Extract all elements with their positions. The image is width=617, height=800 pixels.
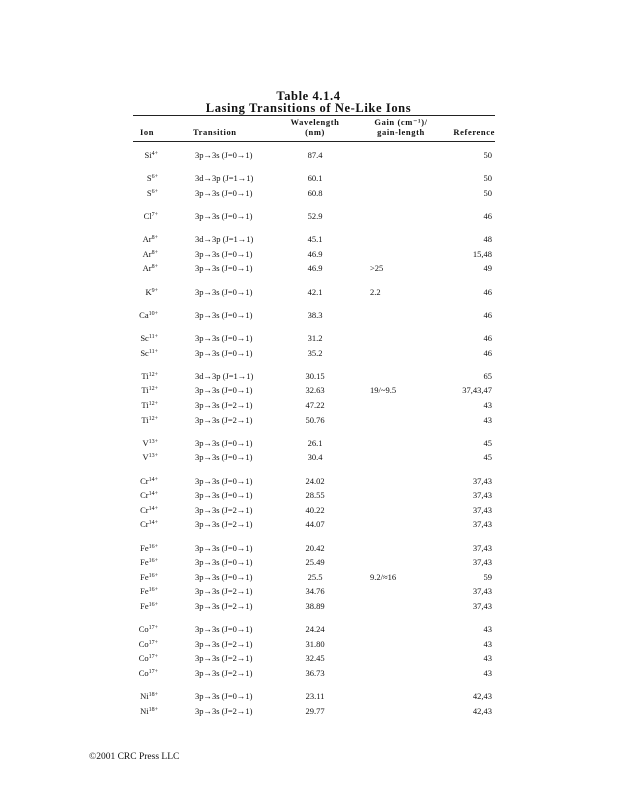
ion-cell <box>128 543 158 553</box>
reference-cell: 50 <box>483 173 492 184</box>
wavelength-cell: 30.4 <box>307 452 323 463</box>
ion-cell <box>128 490 158 500</box>
ion-element: Ni <box>140 705 149 716</box>
ion-charge: 8+ <box>151 235 158 242</box>
wavelength-cell: 29.77 <box>305 705 325 716</box>
ion-element: Ar <box>142 263 152 274</box>
ion-charge: 9+ <box>151 287 158 294</box>
ion-cell <box>128 639 158 649</box>
ion-element: S <box>146 187 152 198</box>
ion-charge: 6+ <box>151 174 158 181</box>
ion-element: Cr <box>140 519 149 530</box>
ion-element: Ar <box>142 234 152 245</box>
ion-cell <box>128 188 158 198</box>
reference-cell: 37,43 <box>472 504 492 515</box>
ion-cell <box>128 249 158 259</box>
ion-cell <box>128 400 158 410</box>
transition-cell: 3p→3s (J=0→1) <box>195 571 253 582</box>
transition-cell: 3p→3s (J=2→1) <box>195 414 253 425</box>
header-wavelength <box>275 117 355 137</box>
reference-cell: 48 <box>483 234 492 245</box>
ion-charge: 14+ <box>148 476 158 483</box>
reference-cell: 46 <box>483 309 492 320</box>
ion-element: Sc <box>140 347 149 358</box>
reference-cell: 46 <box>483 211 492 221</box>
wavelength-cell: 38.3 <box>307 309 323 320</box>
ion-element: V <box>142 437 149 448</box>
transition-cell: 3p→3s (J=0→1) <box>195 150 253 160</box>
reference-cell: 65 <box>483 370 492 381</box>
wavelength-cell: 60.8 <box>307 187 323 198</box>
ion-cell <box>128 438 158 448</box>
ion-element: Sc <box>140 333 149 343</box>
ion-charge: 14+ <box>148 505 158 512</box>
ion-cell <box>128 333 158 343</box>
ion-element: Cr <box>140 490 149 501</box>
reference-cell: 43 <box>483 668 492 678</box>
ion-charge: 16+ <box>148 543 158 550</box>
ion-charge: 7+ <box>151 212 158 218</box>
ion-element: Co <box>138 653 149 664</box>
ion-charge: 17+ <box>148 669 158 675</box>
gain-cell: >25 <box>370 263 384 274</box>
ion-charge: 13+ <box>148 453 158 460</box>
transition-cell: 3p→3s (J=0→1) <box>195 263 253 274</box>
table-number: Table 4.1.4 <box>276 89 341 103</box>
transition-cell: 3p→3s (J=0→1) <box>195 542 253 553</box>
ion-cell <box>128 234 158 244</box>
transition-cell: 3p→3s (J=0→1) <box>195 691 253 702</box>
ion-element: Fe <box>140 557 149 568</box>
wavelength-cell: 32.45 <box>305 653 325 664</box>
ion-charge: 18+ <box>148 692 158 699</box>
reference-cell: 46 <box>483 333 492 343</box>
ion-element: Fe <box>140 542 149 553</box>
ion-element: Fe <box>140 571 149 582</box>
ion-charge: 6+ <box>151 188 158 195</box>
ion-element: Ti <box>141 414 149 425</box>
header-ion: Ion <box>140 127 155 137</box>
header-wavelength-line2: (nm) <box>305 127 325 137</box>
wavelength-cell: 35.2 <box>307 347 323 358</box>
transition-cell: 3p→3s (J=2→1) <box>195 519 253 530</box>
ion-charge: 12+ <box>148 401 158 407</box>
ion-cell <box>128 572 158 582</box>
reference-cell: 37,43 <box>472 519 492 530</box>
ion-charge: 17+ <box>148 625 158 632</box>
ion-element: Ar <box>142 248 152 259</box>
ion-charge: 13+ <box>148 438 158 445</box>
ion-charge: 14+ <box>148 520 158 527</box>
ion-element: Si <box>144 150 152 160</box>
wavelength-cell: 47.22 <box>305 400 325 410</box>
reference-cell: 37,43 <box>472 601 492 611</box>
reference-cell: 37,43 <box>472 586 492 597</box>
transition-cell: 3p→3s (J=2→1) <box>195 653 253 664</box>
reference-cell: 15,48 <box>472 248 492 259</box>
wavelength-cell: 45.1 <box>307 234 323 245</box>
header-gain-line2: gain-length <box>377 127 425 137</box>
ion-element: Cl <box>143 211 152 221</box>
ion-cell <box>128 586 158 596</box>
reference-cell: 42,43 <box>472 691 492 702</box>
transition-cell: 3p→3s (J=2→1) <box>195 504 253 515</box>
ion-element: Co <box>138 668 149 678</box>
transition-cell: 3p→3s (J=0→1) <box>195 437 253 448</box>
transition-cell: 3p→3s (J=0→1) <box>195 187 253 198</box>
ion-cell <box>128 415 158 425</box>
transition-cell: 3p→3s (J=0→1) <box>195 557 253 568</box>
ion-element: Ca <box>139 309 149 320</box>
reference-cell: 43 <box>483 638 492 649</box>
ion-cell <box>128 668 158 678</box>
ion-element: Cr <box>140 475 149 486</box>
ion-cell <box>128 519 158 529</box>
ion-charge: 12+ <box>148 371 158 378</box>
ion-cell <box>128 706 158 716</box>
reference-cell: 50 <box>483 150 492 160</box>
ion-charge: 11+ <box>148 334 158 340</box>
ion-cell <box>128 476 158 486</box>
reference-cell: 37,43,47 <box>462 385 492 396</box>
ion-element: Co <box>138 624 149 635</box>
ion-cell <box>128 557 158 567</box>
header-transition: Transition <box>193 127 237 137</box>
ion-element: Cr <box>140 504 149 515</box>
wavelength-cell: 25.49 <box>305 557 325 568</box>
ion-cell <box>128 211 158 221</box>
transition-cell: 3p→3s (J=0→1) <box>195 452 253 463</box>
wavelength-cell: 28.55 <box>305 490 325 501</box>
header-reference: Reference <box>453 127 495 137</box>
ion-cell <box>128 287 158 297</box>
reference-cell: 37,43 <box>472 557 492 568</box>
ion-charge: 17+ <box>148 639 158 646</box>
wavelength-cell: 46.9 <box>307 248 323 259</box>
ion-element: S <box>146 173 152 184</box>
transition-cell: 3p→3s (J=2→1) <box>195 586 253 597</box>
ion-cell <box>128 371 158 381</box>
header-gain-line1: Gain (cm⁻¹)/ <box>374 117 428 127</box>
ion-cell <box>128 263 158 273</box>
wavelength-cell: 50.76 <box>305 414 325 425</box>
ion-element: V <box>142 452 149 463</box>
ion-element: Ti <box>141 400 149 410</box>
wavelength-cell: 42.1 <box>307 286 323 297</box>
reference-cell: 46 <box>483 286 492 297</box>
wavelength-cell: 40.22 <box>305 504 325 515</box>
transition-cell: 3p→3s (J=0→1) <box>195 309 253 320</box>
gain-cell: 19/~9.5 <box>370 385 397 396</box>
ion-cell <box>128 601 158 611</box>
reference-cell: 59 <box>483 571 492 582</box>
ion-element: Ti <box>141 370 149 381</box>
transition-cell: 3p→3s (J=2→1) <box>195 638 253 649</box>
ion-charge: 14+ <box>148 491 158 498</box>
reference-cell: 37,43 <box>472 475 492 486</box>
header-bottom-rule <box>133 141 495 142</box>
ion-charge: 16+ <box>148 602 158 608</box>
gain-cell: 9.2/≈16 <box>370 571 397 582</box>
reference-cell: 37,43 <box>472 490 492 501</box>
gain-cell: 2.2 <box>370 286 381 297</box>
copyright-footer: ©2001 CRC Press LLC <box>89 752 180 762</box>
ion-element: Ti <box>141 385 149 396</box>
wavelength-cell: 38.89 <box>305 601 325 611</box>
wavelength-cell: 32.63 <box>305 385 325 396</box>
wavelength-cell: 36.73 <box>305 668 325 678</box>
wavelength-cell: 52.9 <box>307 211 323 221</box>
wavelength-cell: 25.5 <box>307 571 323 582</box>
ion-charge: 8+ <box>151 249 158 256</box>
transition-cell: 3p→3s (J=0→1) <box>195 624 253 635</box>
ion-element: Co <box>138 638 149 649</box>
transition-cell: 3p→3s (J=0→1) <box>195 248 253 259</box>
ion-cell <box>128 310 158 320</box>
wavelength-cell: 30.15 <box>305 370 325 381</box>
header-wavelength-line1: Wavelength <box>290 117 340 127</box>
reference-cell: 43 <box>483 414 492 425</box>
reference-cell: 43 <box>483 400 492 410</box>
ion-element: Ni <box>140 691 149 702</box>
wavelength-cell: 20.42 <box>305 542 325 553</box>
reference-cell: 43 <box>483 624 492 635</box>
transition-cell: 3p→3s (J=2→1) <box>195 400 253 410</box>
transition-cell: 3d→3p (J=1→1) <box>195 234 254 245</box>
transition-cell: 3d→3p (J=1→1) <box>195 370 254 381</box>
ion-charge: 4+ <box>151 151 158 157</box>
wavelength-cell: 26.1 <box>307 437 323 448</box>
reference-cell: 43 <box>483 653 492 664</box>
reference-cell: 37,43 <box>472 542 492 553</box>
wavelength-cell: 44.07 <box>305 519 325 530</box>
ion-charge: 16+ <box>148 587 158 594</box>
transition-cell: 3p→3s (J=0→1) <box>195 286 253 297</box>
ion-cell <box>128 385 158 395</box>
ion-cell <box>128 624 158 634</box>
reference-cell: 45 <box>483 452 492 463</box>
transition-cell: 3d→3p (J=1→1) <box>195 173 254 184</box>
wavelength-cell: 60.1 <box>307 173 323 184</box>
wavelength-cell: 87.4 <box>307 150 323 160</box>
ion-cell <box>128 348 158 358</box>
ion-cell <box>128 505 158 515</box>
ion-charge: 12+ <box>148 415 158 422</box>
transition-cell: 3p→3s (J=0→1) <box>195 385 253 396</box>
wavelength-cell: 24.24 <box>305 624 325 635</box>
ion-element: K <box>145 286 152 297</box>
header-gain <box>368 117 434 137</box>
wavelength-cell: 31.2 <box>307 333 323 343</box>
wavelength-cell: 23.11 <box>305 691 325 702</box>
reference-cell: 50 <box>483 187 492 198</box>
ion-charge: 11+ <box>148 348 158 355</box>
ion-element: Fe <box>140 586 149 597</box>
transition-cell: 3p→3s (J=2→1) <box>195 705 253 716</box>
reference-cell: 42,43 <box>472 705 492 716</box>
ion-cell <box>128 150 158 160</box>
ion-charge: 17+ <box>148 654 158 661</box>
reference-cell: 49 <box>483 263 492 274</box>
transition-cell: 3p→3s (J=2→1) <box>195 668 253 678</box>
ion-element: Fe <box>140 601 149 611</box>
transition-cell: 3p→3s (J=0→1) <box>195 347 253 358</box>
transition-cell: 3p→3s (J=0→1) <box>195 475 253 486</box>
ion-cell <box>128 452 158 462</box>
wavelength-cell: 31.80 <box>305 638 325 649</box>
ion-charge: 16+ <box>148 558 158 565</box>
ion-cell <box>128 691 158 701</box>
ion-charge: 16+ <box>148 572 158 579</box>
reference-cell: 45 <box>483 437 492 448</box>
table-title: Lasing Transitions of Ne-Like Ions <box>205 101 412 115</box>
ion-charge: 10+ <box>148 310 158 317</box>
ion-charge: 18+ <box>148 706 158 713</box>
header-top-rule <box>133 115 495 116</box>
ion-charge: 12+ <box>148 386 158 393</box>
transition-cell: 3p→3s (J=2→1) <box>195 601 253 611</box>
ion-cell <box>128 653 158 663</box>
ion-cell <box>128 173 158 183</box>
wavelength-cell: 24.02 <box>305 475 325 486</box>
ion-charge: 8+ <box>151 264 158 271</box>
transition-cell: 3p→3s (J=0→1) <box>195 333 253 343</box>
wavelength-cell: 46.9 <box>307 263 323 274</box>
transition-cell: 3p→3s (J=0→1) <box>195 490 253 501</box>
transition-cell: 3p→3s (J=0→1) <box>195 211 253 221</box>
wavelength-cell: 34.76 <box>305 586 325 597</box>
reference-cell: 46 <box>483 347 492 358</box>
